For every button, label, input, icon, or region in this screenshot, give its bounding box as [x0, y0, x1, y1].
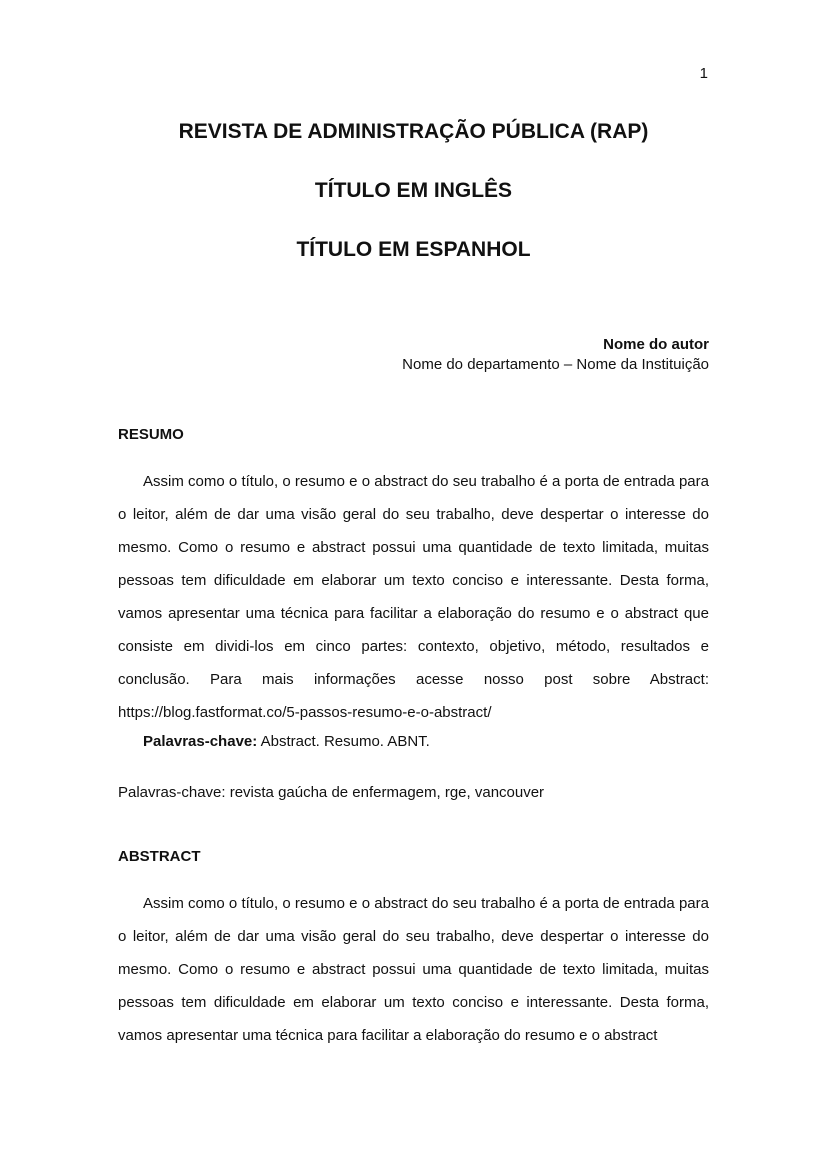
resumo-text: Assim como o título, o resumo e o abstract do seu trabalho é a porta de entrada para o leitor, além de dar uma visão geral do seu trabalho, deve despertar o interesse do mesmo. Como o resumo e abstract possui uma quantidade de texto limitada, muitas pessoas tem dificuldade em elaborar um texto conciso e interessante. Desta forma, vamos apresentar uma técnica para facilitar a elaboração do resumo e o abstract que consiste em dividi-los em cinco partes: contexto, objetivo, método, resultados e conclusão. Para mais informações acesse nosso post sobre Abstract: https://blog.fastformat.co/5-passos-resumo-e-o-abstract/ — [118, 473, 709, 721]
abstract-section — [118, 848, 709, 1052]
journal-title: REVISTA DE ADMINISTRAÇÃO PÚBLICA (RAP) — [178, 120, 649, 143]
title-english: TÍTULO EM INGLÊS — [314, 179, 513, 202]
resumo-heading: RESUMO — [118, 426, 184, 443]
resumo-section — [118, 426, 709, 803]
keywords-label: Palavras-chave: — [143, 733, 258, 750]
author-name: Nome do autor — [603, 336, 709, 353]
author-affiliation: Nome do departamento – Nome da Instituição — [402, 356, 709, 373]
resumo-keywords — [118, 731, 709, 753]
abstract-heading: ABSTRACT — [118, 848, 201, 865]
abstract-text: Assim como o título, o resumo e o abstract do seu trabalho é a porta de entrada para o leitor, além de dar uma visão geral do seu trabalho, deve despertar o interesse do mesmo. Como o resumo e abstract possui uma quantidade de texto limitada, muitas pessoas tem dificuldade em elaborar um texto conciso e interessante. Desta forma, vamos apresentar uma técnica para facilitar a elaboração do resumo e o abstract — [118, 895, 709, 1044]
page-number: 1 — [699, 65, 708, 82]
author-block — [402, 335, 709, 375]
title-spanish: TÍTULO EM ESPANHOL — [296, 238, 531, 261]
keywords-value: Abstract. Resumo. ABNT. — [260, 733, 430, 750]
extra-keywords: Palavras-chave: revista gaúcha de enfermagem, rge, vancouver — [118, 784, 545, 801]
